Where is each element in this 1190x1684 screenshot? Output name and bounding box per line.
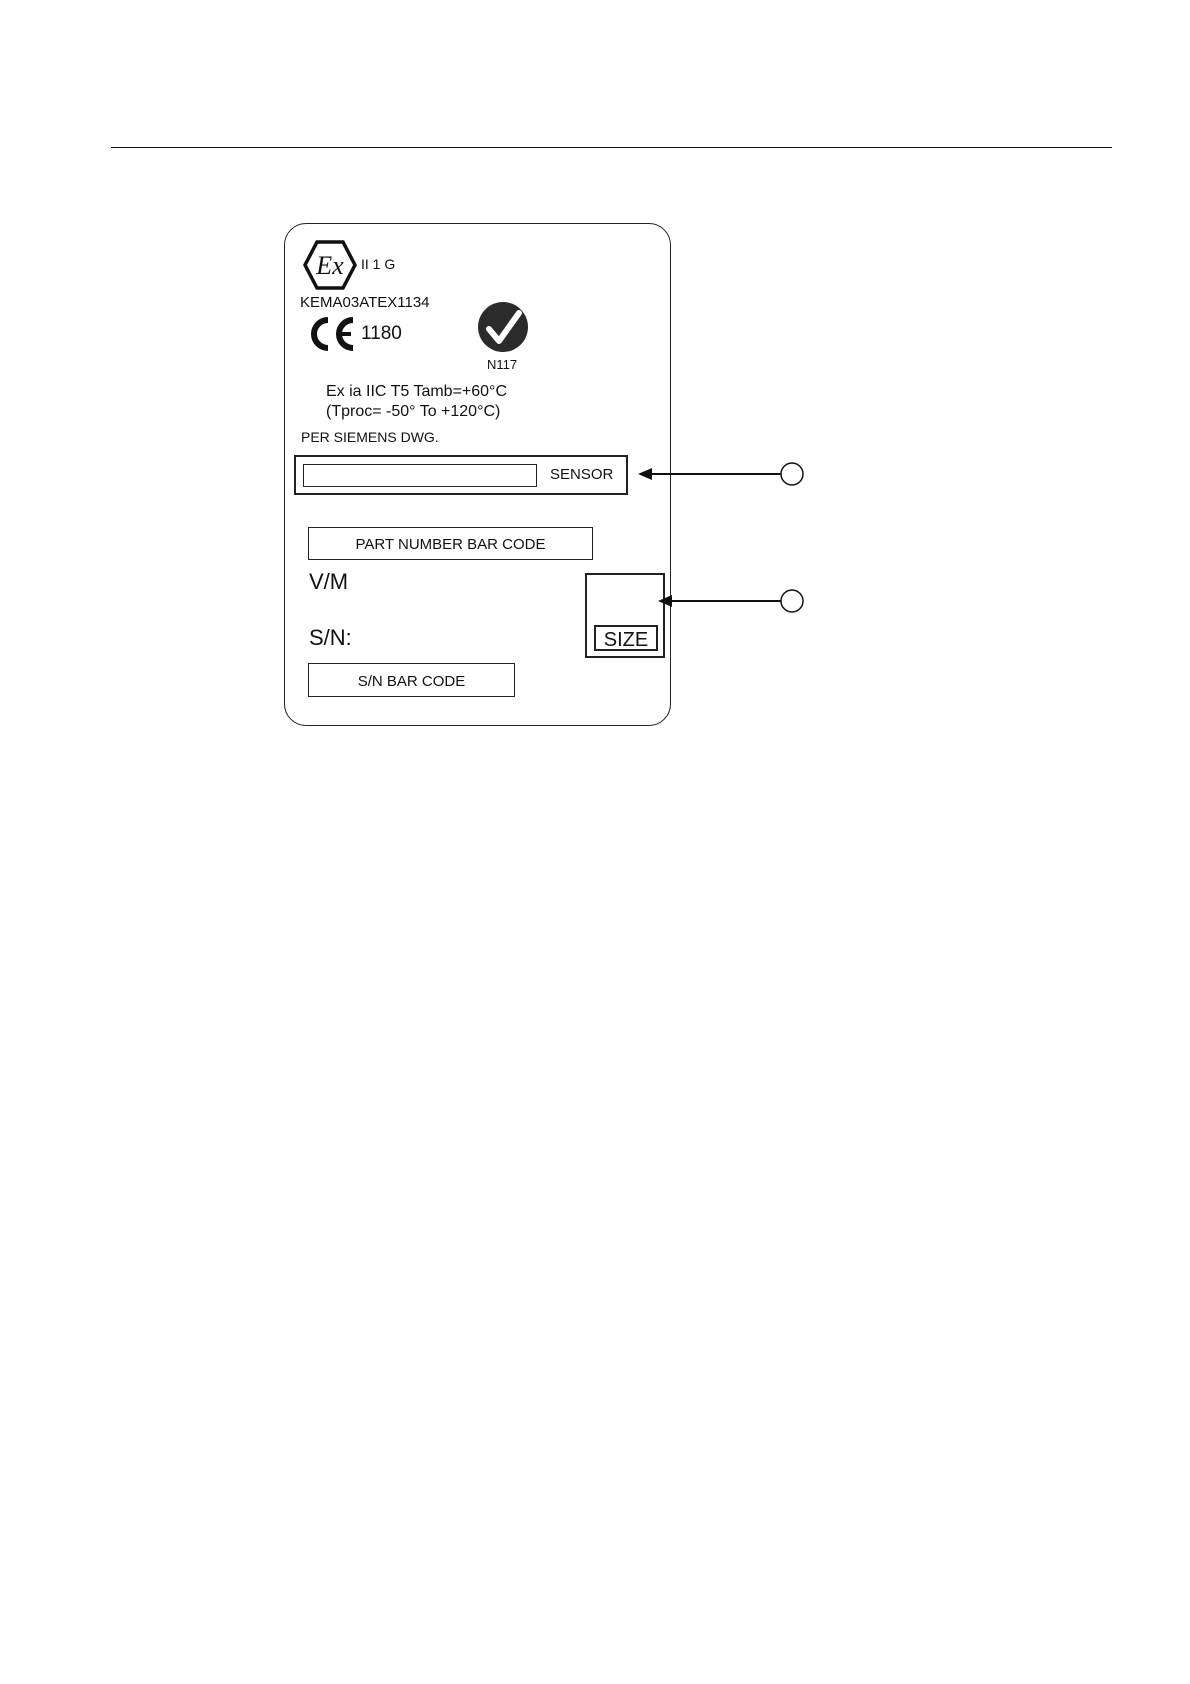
size-label: SIZE (603, 629, 649, 651)
sn-barcode-label: S/N BAR CODE (357, 673, 466, 690)
ce-mark-text: CE (307, 316, 309, 317)
protection-line-2: (Tproc= -50° To +120°C) (326, 403, 501, 420)
callout-size-arrowhead (658, 595, 672, 607)
protection-line-1: Ex ia IIC T5 Tamb=+60°C (326, 383, 508, 400)
callout-sensor-circle (781, 463, 803, 485)
vm-label: V/M (309, 569, 349, 594)
callout-size-circle (781, 590, 803, 612)
certificate-number: KEMA03ATEX1134 (300, 294, 430, 311)
sn-label: S/N: (309, 625, 352, 650)
part-number-barcode-label: PART NUMBER BAR CODE (355, 536, 546, 553)
notified-body-number: 1180 (361, 323, 402, 344)
callout-sensor-arrowhead (638, 468, 652, 480)
c-tick-code: N117 (487, 357, 518, 372)
sensor-label: SENSOR (550, 466, 614, 483)
equipment-group: II 1 G (361, 256, 396, 272)
ex-logo-text: Ex (316, 251, 344, 280)
drawing-reference: PER SIEMENS DWG. (301, 429, 439, 445)
